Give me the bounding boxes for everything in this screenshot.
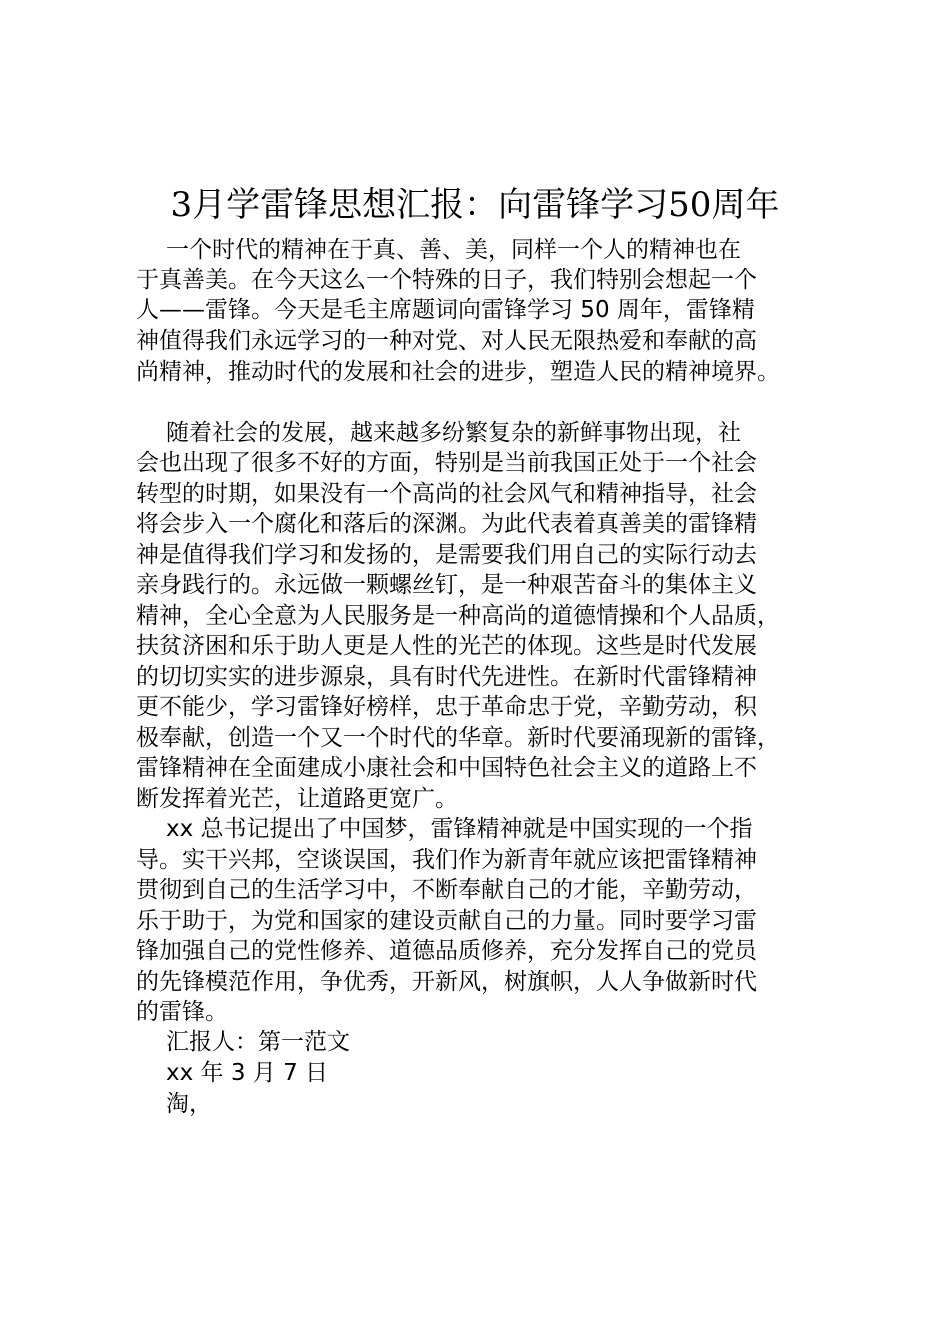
paragraph-line: 乐于助于，为党和国家的建设贡献自己的力量。同时要学习雷 — [136, 908, 757, 934]
paragraph-line: 的雷锋。 — [136, 999, 228, 1025]
paragraph-line: 会也出现了很多不好的方面，特别是当前我国正处于一个社会 — [136, 450, 757, 476]
paragraph-line: 一个时代的精神在于真、善、美，同样一个人的精神也在 — [166, 237, 741, 263]
trailing-text: 淘， — [166, 1091, 212, 1117]
document-title: 3月学雷锋思想汇报：向雷锋学习50周年 — [170, 185, 780, 225]
paragraph-line: 扶贫济困和乐于助人更是人性的光芒的体现。这些是时代发展 — [136, 633, 757, 659]
paragraph-line: 亲身践行的。永远做一颗螺丝钉，是一种艰苦奋斗的集体主义 — [136, 572, 757, 598]
paragraph-line: 极奉献，创造一个又一个时代的华章。新时代要涌现新的雷锋， — [136, 725, 780, 751]
paragraph-line: 转型的时期，如果没有一个高尚的社会风气和精神指导，社会 — [136, 481, 757, 507]
paragraph-line: 导。实干兴邦，空谈误国，我们作为新青年就应该把雷锋精神 — [136, 847, 757, 873]
paragraph-line: 于真善美。在今天这么一个特殊的日子，我们特别会想起一个 — [136, 267, 757, 293]
paragraph-line: 更不能少，学习雷锋好榜样，忠于革命忠于党，辛勤劳动，积 — [136, 694, 757, 720]
paragraph-line: 尚精神，推动时代的发展和社会的进步，塑造人民的精神境界。 — [136, 359, 780, 385]
paragraph-line: 神是值得我们学习和发扬的，是需要我们用自己的实际行动去 — [136, 542, 757, 568]
paragraph-line: 贯彻到自己的生活学习中，不断奉献自己的才能，辛勤劳动， — [136, 877, 757, 903]
reporter-signature: 汇报人：第一范文 — [166, 1029, 350, 1055]
paragraph-line: 雷锋精神在全面建成小康社会和中国特色社会主义的道路上不 — [136, 755, 757, 781]
paragraph-line: 将会步入一个腐化和落后的深渊。为此代表着真善美的雷锋精 — [136, 511, 757, 537]
paragraph-line: 人——雷锋。今天是毛主席题词向雷锋学习 50 周年，雷锋精 — [136, 297, 755, 323]
paragraph-line: 精神，全心全意为人民服务是一种高尚的道德情操和个人品质， — [136, 603, 780, 629]
paragraph-line: 神值得我们永远学习的一种对党、对人民无限热爱和奉献的高 — [136, 328, 757, 354]
paragraph-line: 的切切实实的进步源泉，具有时代先进性。在新时代雷锋精神 — [136, 664, 757, 690]
report-date: xx 年 3 月 7 日 — [166, 1060, 329, 1086]
paragraph-line: 断发挥着光芒，让道路更宽广。 — [136, 786, 458, 812]
paragraph-line: 的先锋模范作用，争优秀，开新风，树旗帜，人人争做新时代 — [136, 969, 757, 995]
paragraph-line: 锋加强自己的党性修养、道德品质修养，充分发挥自己的党员 — [136, 938, 757, 964]
paragraph-line: 随着社会的发展，越来越多纷繁复杂的新鲜事物出现，社 — [166, 420, 741, 446]
paragraph-line: xx 总书记提出了中国梦，雷锋精神就是中国实现的一个指 — [166, 816, 753, 842]
